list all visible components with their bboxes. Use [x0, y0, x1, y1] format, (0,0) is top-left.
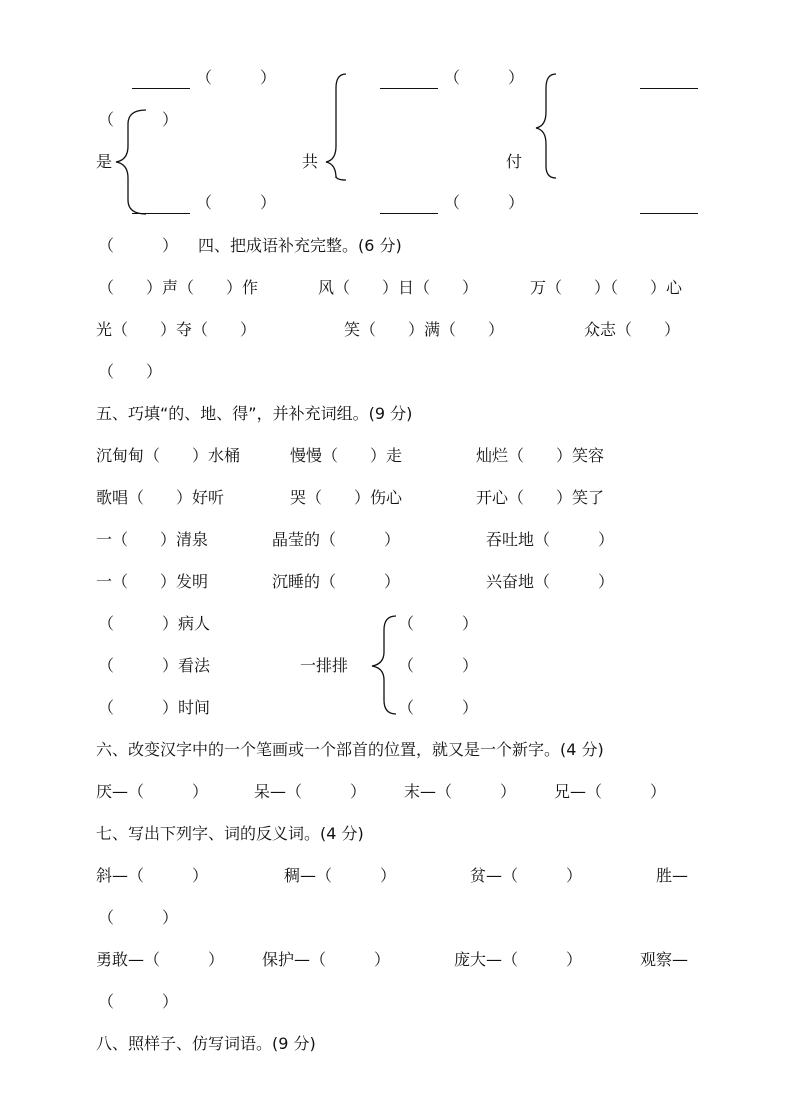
antonym-blank[interactable]: 贫—（ ） — [470, 866, 583, 885]
section5-title: 五、巧填“的、地、得”，并补充词组。(9 分) — [96, 404, 413, 423]
antonym-blank[interactable]: 观察— — [640, 950, 689, 969]
phrase-blank[interactable]: 灿烂（ ）笑容 — [476, 446, 605, 465]
antonym-blank[interactable]: （ ） — [98, 992, 179, 1011]
phrase-blank[interactable]: 沉甸甸（ ）水桶 — [96, 446, 241, 465]
brace-shi — [116, 110, 146, 214]
char-blank[interactable]: 呆—（ ） — [254, 782, 367, 801]
paren-blank[interactable]: （ ） — [196, 68, 277, 87]
idiom-blank[interactable]: 光（ ）夺（ ） — [96, 320, 257, 339]
paren-blank[interactable]: （ ） — [444, 68, 525, 87]
section4-title: 四、把成语补充完整。(6 分) — [198, 236, 402, 255]
antonym-blank[interactable]: 庞大—（ ） — [454, 950, 583, 969]
paren-blank[interactable]: （ ） — [196, 193, 277, 212]
paren-blank[interactable]: （ ） — [398, 656, 479, 675]
antonym-blank[interactable]: 稠—（ ） — [284, 866, 397, 885]
antonym-blank[interactable]: 保护—（ ） — [262, 950, 391, 969]
paren-blank[interactable]: （ ） — [398, 698, 479, 717]
idiom-blank[interactable]: 万（ ）（ ）心 — [530, 278, 683, 297]
fu-char: 付 — [506, 152, 523, 171]
antonym-blank[interactable]: 斜—（ ） — [96, 866, 209, 885]
antonym-blank[interactable]: 勇敢—（ ） — [96, 950, 225, 969]
paren-blank[interactable]: （ ） — [98, 110, 179, 129]
phrase-blank[interactable]: 一（ ）清泉 — [96, 530, 209, 549]
char-blank[interactable]: 末—（ ） — [404, 782, 517, 801]
paren-blank[interactable]: （ ） — [444, 193, 525, 212]
paren-blank[interactable]: （ ） — [398, 614, 479, 633]
phrase-blank[interactable]: 一（ ）发明 — [96, 572, 209, 591]
phrase-blank[interactable]: （ ）时间 — [98, 698, 211, 717]
antonym-blank[interactable]: 胜— — [656, 866, 689, 885]
idiom-blank[interactable]: 笑（ ）满（ ） — [344, 320, 505, 339]
phrase-blank[interactable]: 沉睡的（ ） — [272, 572, 401, 591]
phrase-blank[interactable]: 歌唱（ ）好听 — [96, 488, 225, 507]
char-blank[interactable]: 兄—（ ） — [554, 782, 667, 801]
gong-char: 共 — [302, 152, 319, 171]
shi-char: 是 — [96, 152, 113, 171]
idiom-blank[interactable]: （ ） — [98, 362, 163, 381]
phrase-blank[interactable]: （ ）看法 — [98, 656, 211, 675]
section8-title: 八、照样子、仿写词语。(9 分) — [96, 1034, 316, 1053]
phrase-blank[interactable]: 慢慢（ ）走 — [290, 446, 403, 465]
brace-fu — [536, 74, 556, 178]
yipaipai-label: 一排排 — [300, 656, 349, 675]
section7-title: 七、写出下列字、词的反义词。(4 分) — [96, 824, 364, 843]
brace-yipaipai — [372, 616, 396, 714]
phrase-blank[interactable]: 兴奋地（ ） — [486, 572, 615, 591]
section6-title: 六、改变汉字中的一个笔画或一个部首的位置，就又是一个新字。(4 分) — [96, 740, 604, 759]
char-blank[interactable]: 厌—（ ） — [96, 782, 209, 801]
antonym-blank[interactable]: （ ） — [98, 908, 179, 927]
phrase-blank[interactable]: 哭（ ）伤心 — [290, 488, 403, 507]
phrase-blank[interactable]: 吞吐地（ ） — [486, 530, 615, 549]
phrase-blank[interactable]: 晶莹的（ ） — [272, 530, 401, 549]
phrase-blank[interactable]: 开心（ ）笑了 — [476, 488, 605, 507]
idiom-blank[interactable]: （ ）声（ ）作 — [98, 278, 259, 297]
brace-gong — [326, 74, 346, 180]
phrase-blank[interactable]: （ ）病人 — [98, 614, 211, 633]
paren-blank[interactable]: （ ） — [98, 236, 179, 255]
idiom-blank[interactable]: 众志（ ） — [584, 320, 681, 339]
idiom-blank[interactable]: 风（ ）日（ ） — [318, 278, 479, 297]
